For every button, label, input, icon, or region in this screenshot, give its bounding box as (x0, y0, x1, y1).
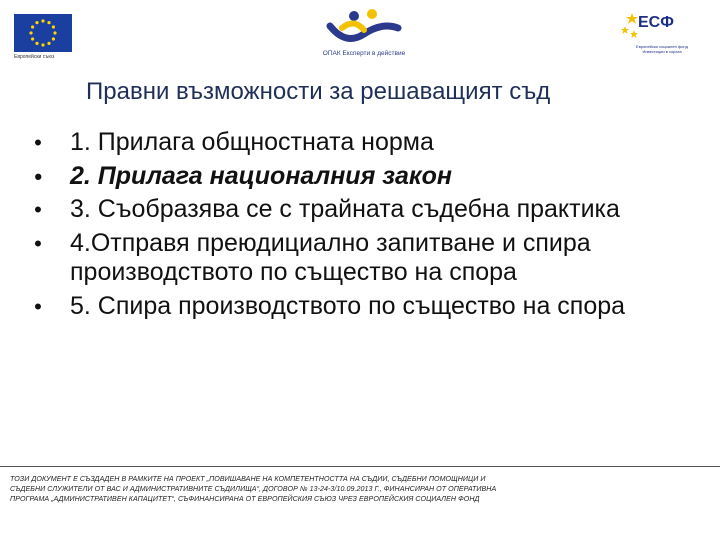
bullet-dot-icon: • (34, 197, 42, 222)
footer-line: ПРОГРАМА „АДМИНИСТРАТИВЕН КАПАЦИТЕТ“, СЪФИНАНСИРАНА ОТ ЕВРОПЕЙСКИЯ СЪЮЗ ЧРЕЗ ЕВРОПЕЙСКИЯ СОЦИАЛЕН ФОНД (10, 495, 480, 503)
footer-divider (0, 466, 720, 467)
bullet-list (28, 128, 708, 325)
esf-label: ЕСФ (638, 14, 674, 31)
eu-flag-icon (14, 14, 72, 52)
opak-logo (312, 8, 416, 64)
bullet-item (28, 195, 708, 225)
opak-caption: ОПАК Експерти в действие (322, 50, 406, 57)
bullet-dot-icon: • (34, 293, 42, 319)
funding-disclaimer (10, 474, 710, 504)
bullet-text: 1. Прилага общностната норма (70, 128, 434, 156)
bullet-item (28, 162, 708, 192)
bullet-text: 4.Отправя преюдициално запитване и спира производството по същество на спора (70, 228, 591, 286)
esf-caption: Европейски социален фонд Инвестиции в хората (636, 44, 688, 54)
footer-line: ТОЗИ ДОКУМЕНТ Е СЪЗДАДЕН В РАМКИТЕ НА ПРОЕКТ „ПОВИШАВАНЕ НА КОМПЕТЕНТНОСТТА НА СЪДИИ, СЪДЕБНИ ПОМОЩНИЦИ И (10, 475, 486, 483)
bullet-item (28, 292, 708, 322)
bullet-dot-icon: • (34, 130, 42, 155)
footer-line: СЪДЕБНИ СЛУЖИТЕЛИ ОТ ВАС И АДМИНИСТРАТИВНИТЕ СЪДИЛИЩА“, ДОГОВОР № 13-24-3/10.09.2013 Г., ФИНАНСИРАН ОТ ОПЕРАТИВНА (10, 485, 497, 493)
slide-title: Правни възможности за решаващият съд (86, 78, 551, 105)
slide-header (0, 0, 720, 72)
bullet-item (28, 229, 708, 288)
esf-logo (620, 10, 698, 66)
bullet-text: 3. Съобразява се с трайната съдебна практика (70, 195, 620, 223)
opak-people-icon (324, 8, 404, 48)
eu-logo (14, 14, 72, 60)
bullet-dot-icon: • (34, 230, 42, 256)
bullet-text: 5. Спира производството по същество на спора (70, 291, 626, 320)
bullet-text: 2. Прилага националния закон (70, 161, 452, 190)
bullet-dot-icon: • (34, 163, 42, 189)
bullet-item (28, 128, 708, 158)
eu-caption: Европейски съюз (14, 54, 55, 60)
